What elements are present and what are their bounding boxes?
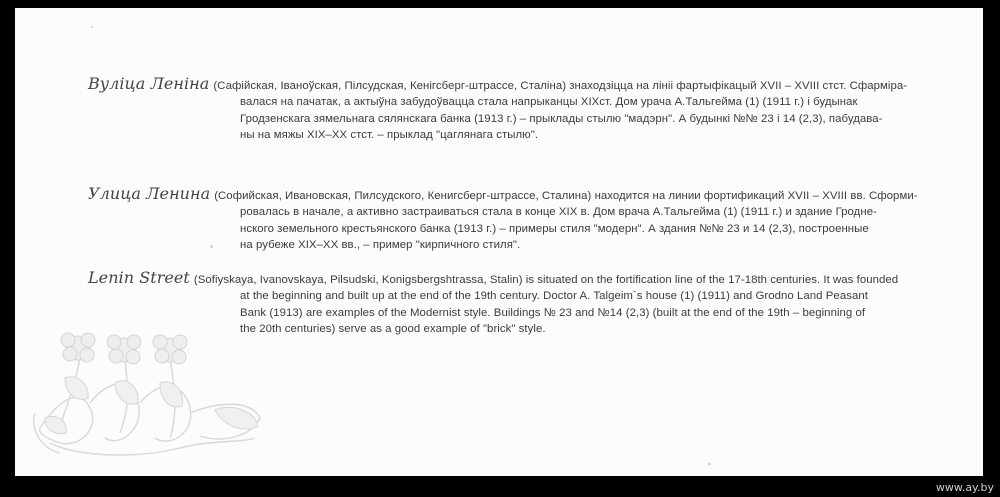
text-line: валася на пачатак, а актыўна забудоўвацца стала напрыканцы XIXст. Дом урача А.Тальгейма (1) (1911 г.) і будынак [240,96,858,109]
heading-belarusian: Вуліца Леніна [88,74,210,93]
heading-english: Lenin Street [88,268,190,287]
text-line: (Софийская, Ивановская, Пилсудского, Кенигсберг-штрассе, Сталина) находится на линии фортификаций XVII – XVIII вв. Сформи- [214,190,918,202]
text-line: Гродзенскага зямельнага сялянскага банка (1913 г.) – прыклады стылю "мадэрн". А будынкі №№ 23 і 14 (2,3), пабудава- [240,112,883,125]
paragraph-russian [88,186,918,254]
text-line: ровалась в начале, а активно застраиваться стала в конце XIX в. Дом врача А.Тальгейма (1) (1911 г.) и здание Гродне- [240,206,877,219]
text-line: на рубеже XIX–XX вв., – пример "кирпичного стиля". [240,239,521,252]
text-line: ны на мяжы XIX–XX стст. – прыклад "цаглянага стылю". [240,129,539,142]
text-line: at the beginning and built up at the end of the 19th century. Doctor A. Talgeim`s house (1) (1911) and Grodno Land Peasant [240,290,868,303]
dust-speck [210,245,213,248]
watermark: www.ay.by [935,481,994,494]
text-line: нского земельного крестьянского банка (1913 г.) – примеры стиля "модерн". А здания №№ 23 и 14 (2,3), построенные [240,222,869,235]
text-line: (Сафійская, Іваноўская, Пілсудская, Кенігсберг-штрассе, Сталіна) знаходзіцца на лініі фартыфікацый XVII – XVIII стст. Сфарміра- [213,80,908,92]
dust-speck [708,463,711,465]
lace-flowers-ornament-icon [20,318,270,468]
dust-speck [91,26,93,28]
heading-russian: Улица Ленина [88,184,211,203]
text-line: the 20th centuries) serve as a good example of "brick" style. [240,323,546,336]
text-line: Bank (1913) are examples of the Modernist style. Buildings № 23 and №14 (2,3) (built at the end of the 19th – beginning of [240,306,866,319]
paragraph-belarusian [88,76,918,144]
postcard-back [15,8,983,476]
text-line: (Sofiyskaya, Ivanovskaya, Pilsudski, Konigsbergshtrassa, Stalin) is situated on the fortification line of the 17-18th centuries. It was founded [193,274,899,286]
